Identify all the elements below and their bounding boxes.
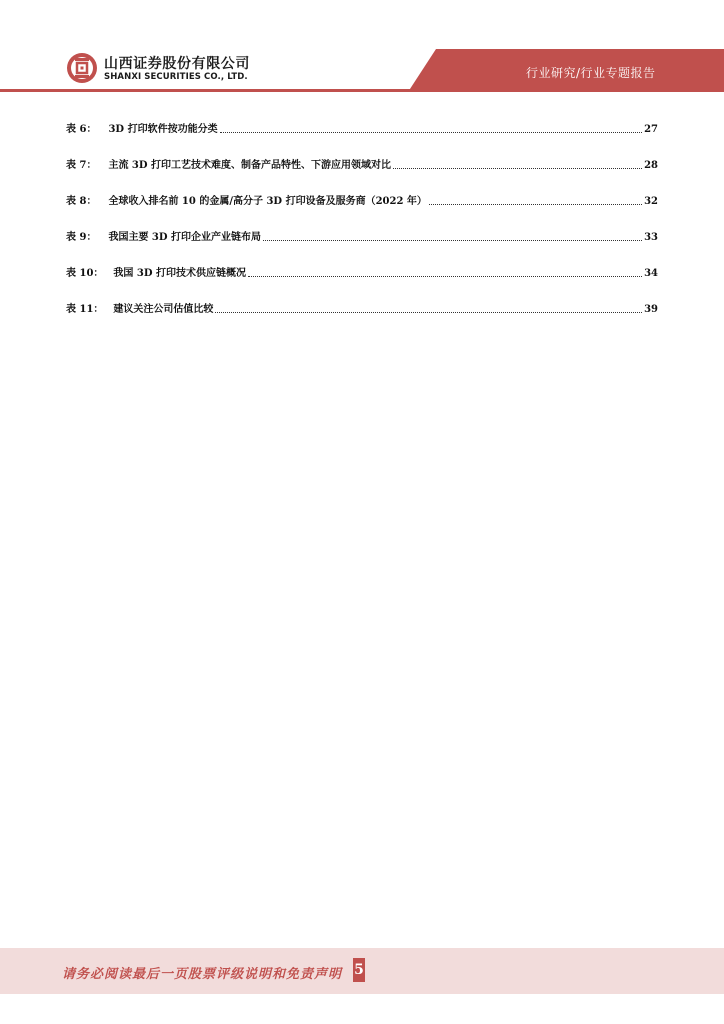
toc-entry-title: 建议关注公司估值比较 [113, 304, 214, 315]
toc-entry-number: 表 10： [66, 268, 104, 279]
disclaimer-notice: 请务必阅读最后一页股票评级说明和免责声明 [62, 967, 343, 982]
toc-entry[interactable] [66, 192, 658, 210]
company-name-en: SHANXI SECURITIES CO., LTD. [104, 72, 248, 82]
toc-entry[interactable] [66, 120, 658, 138]
toc-entry-page: 33 [644, 232, 658, 243]
toc-dot-leader [263, 239, 642, 241]
toc-entry-page: 32 [644, 196, 658, 207]
page-number: 5 [353, 958, 365, 982]
toc-entry-number: 表 7： [66, 160, 97, 171]
toc-entry-title: 我国主要 3D 打印企业产业链布局 [108, 232, 262, 243]
toc-entry[interactable] [66, 264, 658, 282]
toc-dot-leader [429, 203, 642, 205]
toc-entry-number: 表 11： [66, 304, 104, 315]
toc-entry[interactable] [66, 156, 658, 174]
toc-entry-page: 28 [644, 160, 658, 171]
toc-entry-title: 主流 3D 打印工艺技术难度、制备产品特性、下游应用领域对比 [108, 160, 392, 171]
company-name-cn: 山西证券股份有限公司 [104, 56, 250, 72]
toc-entry-number: 表 9： [66, 232, 97, 243]
report-category: 行业研究/行业专题报告 [526, 66, 656, 80]
toc-dot-leader [248, 275, 642, 277]
toc-dot-leader [220, 131, 643, 133]
toc-dot-leader [393, 167, 642, 169]
toc-entry-title: 我国 3D 打印技术供应链概况 [113, 268, 246, 279]
toc-entry-page: 39 [644, 304, 658, 315]
page-footer [0, 948, 724, 994]
toc-entry-title: 全球收入排名前 10 的金属/高分子 3D 打印设备及服务商（2022 年） [108, 196, 427, 207]
page-header [0, 0, 724, 92]
toc-entry-number: 表 8： [66, 196, 97, 207]
toc-entry-number: 表 6： [66, 124, 97, 135]
toc-entry-title: 3D 打印软件按功能分类 [108, 124, 218, 135]
toc-entry[interactable] [66, 300, 658, 318]
toc-entry[interactable] [66, 228, 658, 246]
toc-entry-page: 34 [644, 268, 658, 279]
toc-dot-leader [215, 311, 642, 313]
toc-entry-page: 27 [644, 124, 658, 135]
